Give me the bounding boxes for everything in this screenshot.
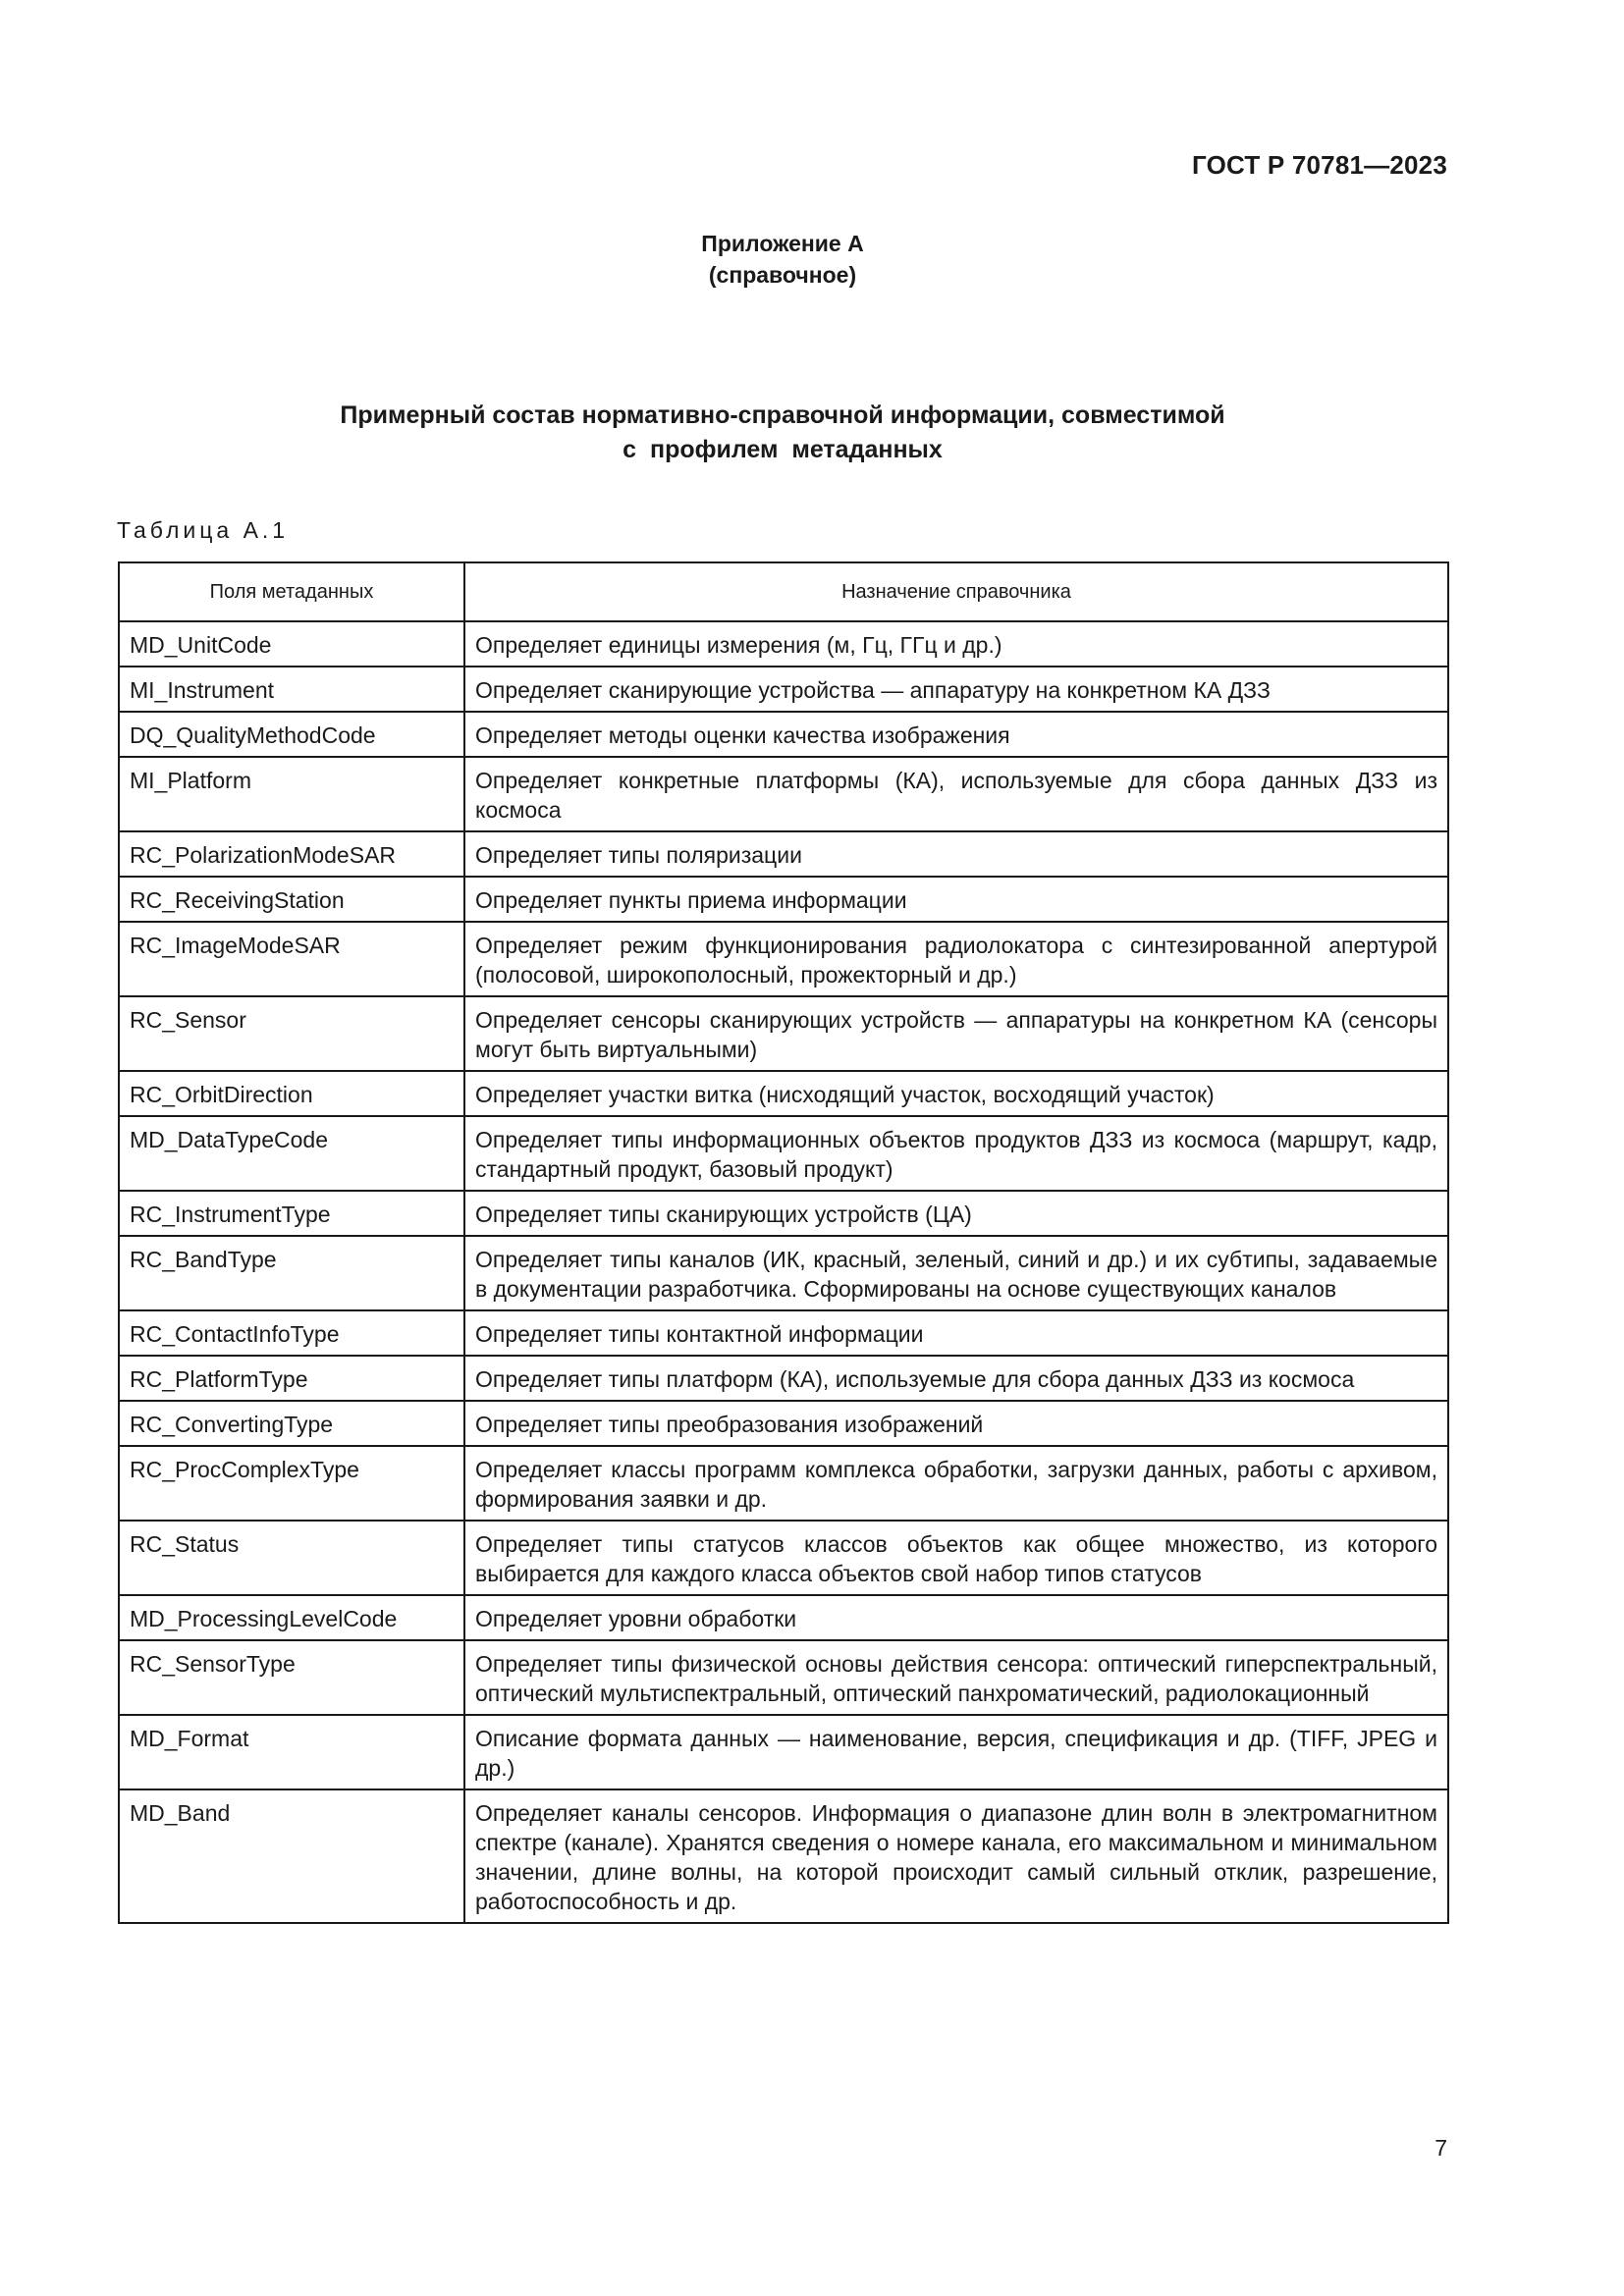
table-row	[119, 1191, 1448, 1236]
appendix-heading	[0, 228, 1565, 291]
table-row	[119, 1789, 1448, 1923]
table-row	[119, 1310, 1448, 1356]
metadata-field-cell: RC_ContactInfoType	[119, 1310, 464, 1356]
purpose-cell: Определяет участки витка (нисходящий участок, восходящий участок)	[464, 1071, 1448, 1116]
appendix-subtitle: (справочное)	[708, 262, 857, 288]
table-row	[119, 1640, 1448, 1715]
metadata-field-cell: RC_BandType	[119, 1236, 464, 1310]
page-title-line-2: с профилем метаданных	[623, 436, 943, 463]
purpose-cell: Определяет типы контактной информации	[464, 1310, 1448, 1356]
page-number: 7	[1435, 2135, 1447, 2161]
purpose-cell: Определяет сканирующие устройства — аппаратуру на конкретном КА ДЗЗ	[464, 667, 1448, 712]
purpose-cell: Определяет типы преобразования изображений	[464, 1401, 1448, 1446]
purpose-cell: Определяет уровни обработки	[464, 1595, 1448, 1640]
purpose-cell: Определяет типы поляризации	[464, 831, 1448, 877]
table-row	[119, 1236, 1448, 1310]
purpose-cell: Определяет типы статусов классов объектов как общее множество, из которого выбирается для каждого класса объектов свой набор типов статусов	[464, 1521, 1448, 1595]
purpose-cell: Определяет пункты приема информации	[464, 877, 1448, 922]
metadata-field-cell: RC_ConvertingType	[119, 1401, 464, 1446]
table-row	[119, 877, 1448, 922]
purpose-cell: Определяет режим функционирования радиолокатора с синтезированной апертурой (полосовой, широкополосный, прожекторный и др.)	[464, 922, 1448, 996]
column-header-purpose: Назначение справочника	[464, 562, 1448, 621]
metadata-field-cell: MD_Format	[119, 1715, 464, 1789]
page-title-line-1: Примерный состав нормативно-справочной информации, совместимой	[340, 401, 1225, 429]
table-row	[119, 1356, 1448, 1401]
purpose-cell: Определяет методы оценки качества изображения	[464, 712, 1448, 757]
purpose-cell: Определяет каналы сенсоров. Информация о диапазоне длин волн в электромагнитном спектре (канале). Хранятся сведения о номере канала, его максимальном и минимальном значении, длине волны, на которой происходит самый сильный отклик, разрешение, работоспособность и др.	[464, 1789, 1448, 1923]
table-row	[119, 621, 1448, 667]
metadata-table	[118, 561, 1449, 1924]
metadata-field-cell: RC_ReceivingStation	[119, 877, 464, 922]
metadata-field-cell: RC_PolarizationModeSAR	[119, 831, 464, 877]
metadata-field-cell: MD_DataTypeCode	[119, 1116, 464, 1191]
purpose-cell: Определяет типы информационных объектов продуктов ДЗЗ из космоса (маршрут, кадр, стандартный продукт, базовый продукт)	[464, 1116, 1448, 1191]
metadata-field-cell: RC_ProcComplexType	[119, 1446, 464, 1521]
table-row	[119, 1446, 1448, 1521]
purpose-cell: Определяет типы физической основы действия сенсора: оптический гиперспектральный, оптический мультиспектральный, оптический панхроматический, радиолокационный	[464, 1640, 1448, 1715]
metadata-field-cell: RC_ImageModeSAR	[119, 922, 464, 996]
table-row	[119, 1116, 1448, 1191]
metadata-field-cell: RC_Sensor	[119, 996, 464, 1071]
purpose-cell: Определяет типы каналов (ИК, красный, зеленый, синий и др.) и их субтипы, задаваемые в документации разработчика. Сформированы на основе существующих каналов	[464, 1236, 1448, 1310]
appendix-title: Приложение А	[701, 231, 864, 256]
table-row	[119, 922, 1448, 996]
table-body	[119, 621, 1448, 1923]
metadata-field-cell: RC_PlatformType	[119, 1356, 464, 1401]
table-caption: Таблица А.1	[117, 517, 290, 543]
metadata-field-cell: MD_ProcessingLevelCode	[119, 1595, 464, 1640]
table-row	[119, 831, 1448, 877]
table-row	[119, 1715, 1448, 1789]
table-header-row	[119, 562, 1448, 621]
table-row	[119, 1595, 1448, 1640]
metadata-field-cell: DQ_QualityMethodCode	[119, 712, 464, 757]
column-header-fields: Поля метаданных	[119, 562, 464, 621]
metadata-field-cell: RC_InstrumentType	[119, 1191, 464, 1236]
metadata-field-cell: MI_Instrument	[119, 667, 464, 712]
purpose-cell: Определяет конкретные платформы (КА), используемые для сбора данных ДЗЗ из космоса	[464, 757, 1448, 831]
table-row	[119, 712, 1448, 757]
metadata-field-cell: MD_UnitCode	[119, 621, 464, 667]
purpose-cell: Определяет типы сканирующих устройств (ЦА)	[464, 1191, 1448, 1236]
purpose-cell: Определяет единицы измерения (м, Гц, ГГц и др.)	[464, 621, 1448, 667]
metadata-field-cell: MI_Platform	[119, 757, 464, 831]
table-row	[119, 757, 1448, 831]
metadata-field-cell: MD_Band	[119, 1789, 464, 1923]
metadata-field-cell: RC_SensorType	[119, 1640, 464, 1715]
document-code: ГОСТ Р 70781—2023	[1192, 150, 1447, 180]
purpose-cell: Определяет классы программ комплекса обработки, загрузки данных, работы с архивом, формирования заявки и др.	[464, 1446, 1448, 1521]
metadata-field-cell: RC_Status	[119, 1521, 464, 1595]
table-row	[119, 667, 1448, 712]
page-title	[0, 399, 1565, 467]
table-row	[119, 996, 1448, 1071]
table-row	[119, 1071, 1448, 1116]
metadata-field-cell: RC_OrbitDirection	[119, 1071, 464, 1116]
table-row	[119, 1521, 1448, 1595]
purpose-cell: Определяет типы платформ (КА), используемые для сбора данных ДЗЗ из космоса	[464, 1356, 1448, 1401]
table-row	[119, 1401, 1448, 1446]
purpose-cell: Описание формата данных — наименование, версия, спецификация и др. (TIFF, JPEG и др.)	[464, 1715, 1448, 1789]
purpose-cell: Определяет сенсоры сканирующих устройств — аппаратуры на конкретном КА (сенсоры могут быть виртуальными)	[464, 996, 1448, 1071]
